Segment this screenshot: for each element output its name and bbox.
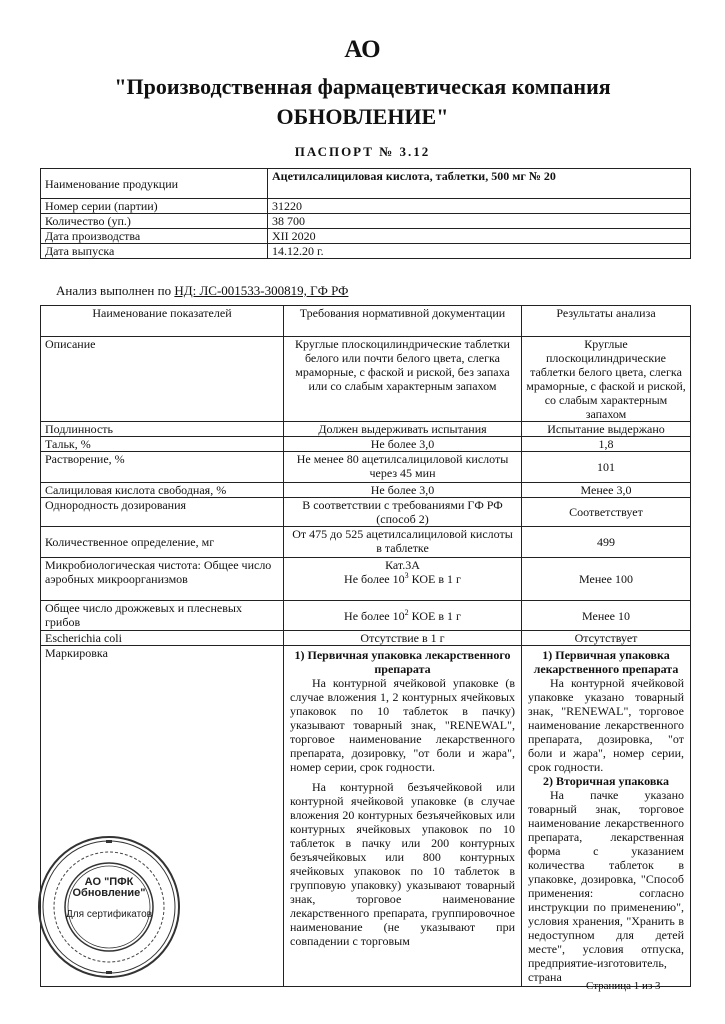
company-name: "Производственная фармацевтическая компания ОБНОВЛЕНИЕ" xyxy=(114,74,611,129)
row-result: Испытание выдержано xyxy=(522,422,691,437)
row-name: Маркировка xyxy=(41,646,284,987)
seal-icon xyxy=(34,832,184,982)
table-row xyxy=(41,169,691,199)
table-row xyxy=(41,527,691,558)
category: Кат.3А xyxy=(385,558,420,572)
row-requirement xyxy=(284,558,522,601)
seal-center-text: АО "ПФК Обновление" xyxy=(72,876,146,899)
product-name-value: Ацетилсалициловая кислота, таблетки, 500 мг № 20 xyxy=(268,169,691,199)
table-header-row xyxy=(41,306,691,337)
analysis-prefix: Анализ выполнен по xyxy=(56,283,172,298)
seal-caption: Для сертификатов xyxy=(66,909,152,920)
table-row xyxy=(41,601,691,631)
company-seal xyxy=(34,832,184,982)
table-row xyxy=(41,631,691,646)
row-requirement: Не менее 80 ацетилсалициловой кислоты через 45 мин xyxy=(284,452,522,483)
quantity-label: Количество (уп.) xyxy=(41,214,268,229)
row-name: Подлинность xyxy=(41,422,284,437)
marking-req-paragraph: На контурной ячейковой упаковке (в случае вложения 1, 2 контурных ячейковых упаковок по 10 таблеток в пачку) указывают товарный знак, "RENEWAL", торговое наименование лекарственного препарата, дозировку, "от боли и жара", номер серии, срок годности. xyxy=(290,676,515,774)
table-row xyxy=(41,483,691,498)
marking-req-paragraph: На контурной безъячейковой или контурной ячейковой упаковке (в случае вложения 20 контурных безъячейковых или контурных ячейковых упаковок по 10 таблеток в пачку или 200 контурных безъячейковых или 800 контурных ячейковых упаковок по 10 таблеток в групповую упаковку) указывают товарный знак, торговое наименование лекарственного препарата, группировочное наименование (не указывают при совпадении с торговым xyxy=(290,780,515,948)
row-name: Однородность дозирования xyxy=(41,498,284,527)
production-date-label: Дата производства xyxy=(41,229,268,244)
marking-result xyxy=(522,646,691,987)
table-row xyxy=(41,498,691,527)
marking-res-paragraph: На контурной ячейковой упаковке указано товарный знак, "RENEWAL", торговое наименование лекарственного препарата, дозировка, "от боли и жара", номер серии, срок годности. xyxy=(528,676,684,774)
row-result: 1,8 xyxy=(522,437,691,452)
row-requirement: Должен выдерживать испытания xyxy=(284,422,522,437)
release-date-label: Дата выпуска xyxy=(41,244,268,259)
row-name: Escherichia coli xyxy=(41,631,284,646)
table-row xyxy=(41,558,691,601)
marking-res-paragraph: На пачке указано товарный знак, торговое наименование лекарственного препарата, лекарственная форма с указанием количества таблеток в упаковке, дозировка, "Способ применения: согласно инструкции по применению", условия хранения, "Хранить в недоступном для детей месте", условия отпуска, предприятие-изготовитель, страна xyxy=(528,788,684,984)
header-indicators: Наименование показателей xyxy=(41,306,284,337)
row-name: Растворение, % xyxy=(41,452,284,483)
page-number: Страница 1 из 3 xyxy=(586,980,661,992)
row-name: Общее число дрожжевых и плесневых грибов xyxy=(41,601,284,631)
table-row xyxy=(41,229,691,244)
row-requirement: Не более 3,0 xyxy=(284,437,522,452)
marking-req-heading: 1) Первичная упаковка лекарственного препарата xyxy=(294,648,511,676)
table-row xyxy=(41,337,691,422)
series-value: 31220 xyxy=(268,199,691,214)
row-requirement: Круглые плоскоцилиндрические таблетки белого или почти белого цвета, слегка мраморные, с фаской и риской, без запаха или со слабым характерным запахом xyxy=(284,337,522,422)
series-label: Номер серии (партии) xyxy=(41,199,268,214)
release-date-value: 14.12.20 г. xyxy=(268,244,691,259)
row-result: Соответствует xyxy=(522,498,691,527)
row-requirement: Отсутствие в 1 г xyxy=(284,631,522,646)
marking-res-heading: 2) Вторичная упаковка xyxy=(542,774,670,788)
passport-number: ПАСПОРТ № 3.12 xyxy=(294,144,431,159)
limit: Не более $10^3$ КОЕ в 1 г xyxy=(344,571,461,586)
row-result: 499 xyxy=(522,527,691,558)
header-results: Результаты анализа xyxy=(522,306,691,337)
row-result: Менее 3,0 xyxy=(522,483,691,498)
nd-reference: НД: ЛС-001533-300819, ГФ РФ xyxy=(174,283,349,298)
production-date-value: XII 2020 xyxy=(268,229,691,244)
table-row xyxy=(41,199,691,214)
table-row xyxy=(41,437,691,452)
row-result: 101 xyxy=(522,452,691,483)
row-requirement: Не более 3,0 xyxy=(284,483,522,498)
row-name: Описание xyxy=(41,337,284,422)
table-row xyxy=(41,452,691,483)
row-requirement: От 475 до 525 ацетилсалициловой кислоты в таблетке xyxy=(284,527,522,558)
product-info-table xyxy=(40,168,691,259)
row-name: Количественное определение, мг xyxy=(41,527,284,558)
row-requirement: Не более $10^2$ КОЕ в 1 г xyxy=(284,601,522,631)
row-result: Отсутствует xyxy=(522,631,691,646)
row-result: Менее 10 xyxy=(522,601,691,631)
row-requirement: В соответствии с требованиями ГФ РФ (способ 2) xyxy=(284,498,522,527)
row-name: Салициловая кислота свободная, % xyxy=(41,483,284,498)
row-name: Тальк, % xyxy=(41,437,284,452)
header-requirements: Требования нормативной документации xyxy=(284,306,522,337)
table-row xyxy=(41,214,691,229)
row-result: Менее 100 xyxy=(522,558,691,601)
product-name-label: Наименование продукции xyxy=(41,169,268,199)
table-row xyxy=(41,422,691,437)
marking-requirement xyxy=(284,646,522,987)
row-name: Микробиологическая чистота: Общее число аэробных микроорганизмов xyxy=(41,558,284,601)
analysis-line xyxy=(56,283,348,299)
row-result: Круглые плоскоцилиндрические таблетки белого цвета, слегка мраморные, с фаской и риской, со слабым характерным запахом xyxy=(522,337,691,422)
marking-res-heading: 1) Первичная упаковка лекарственного препарата xyxy=(533,648,679,676)
table-row xyxy=(41,244,691,259)
quantity-value: 38 700 xyxy=(268,214,691,229)
org-type: АО xyxy=(344,36,381,63)
